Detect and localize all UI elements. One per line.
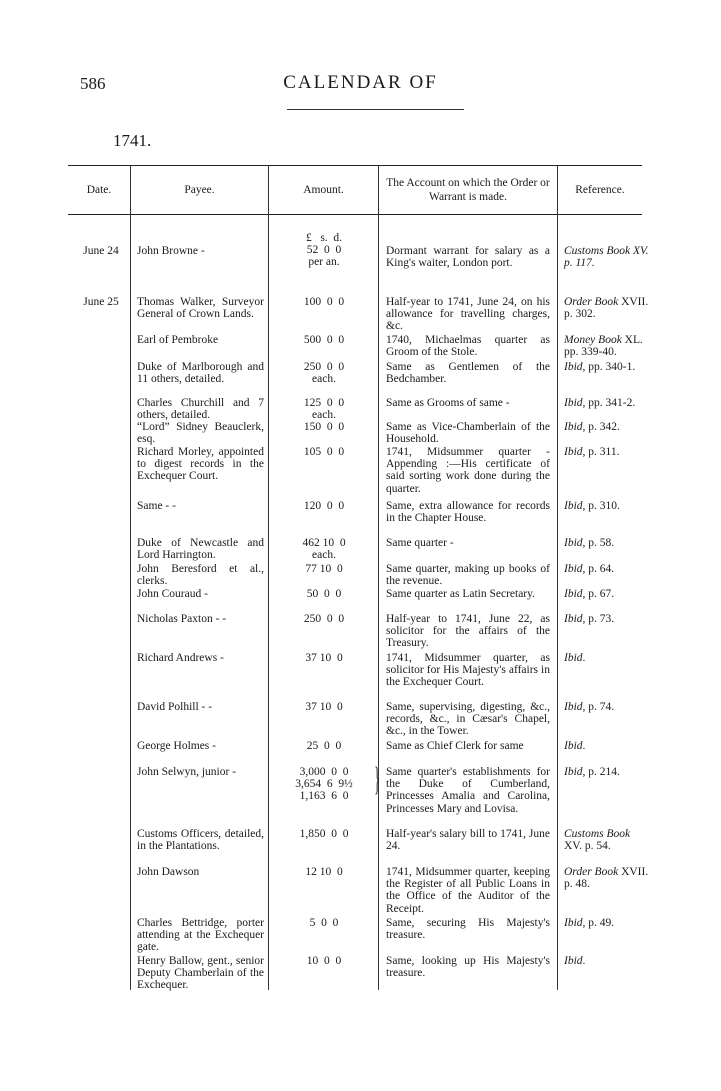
- payee-cell: Duke of Marlborough and 11 others, detailed.: [137, 361, 264, 386]
- account-cell: Same quarter's establishments for the Duke of Cumberland, Princesses Amalia and Carolina, Princesses Mary and Lovisa.: [386, 766, 550, 815]
- account-cell: Same, supervising, digesting, &c., records, &c., in Cæsar's Chapel, &c., in the Tower.: [386, 701, 550, 738]
- payee-cell: Charles Bettridge, porter attending at the Exchequer gate.: [137, 917, 264, 954]
- running-title: CALENDAR OF: [283, 72, 438, 93]
- title-rule: [287, 109, 464, 110]
- account-cell: Same as Grooms of same -: [386, 397, 510, 409]
- reference-cell: Ibid, p. 311.: [564, 446, 620, 458]
- account-cell: Same, securing His Majesty's treasure.: [386, 917, 550, 942]
- date-cell: June 25: [83, 296, 119, 308]
- amount-cell: 250 0 0: [303, 613, 345, 625]
- payee-cell: Thomas Walker, Surveyor General of Crown Lands.: [137, 296, 264, 321]
- reference-cell: Order Book XVII. p. 302.: [564, 296, 649, 321]
- account-cell: 1741, Midsummer quarter - Appending :—His certificate of said sorting work done during the quarter.: [386, 446, 550, 495]
- year-heading: 1741.: [113, 131, 152, 150]
- account-cell: Same as Vice-Chamberlain of the Household.: [386, 421, 550, 446]
- reference-cell: Ibid, pp. 341-2.: [564, 397, 636, 409]
- account-cell: Same as Gentlemen of the Bedchamber.: [386, 361, 550, 386]
- payee-cell: John Couraud -: [137, 588, 208, 600]
- amount-cell: 120 0 0: [303, 500, 345, 512]
- amount-cell: 37 10 0: [305, 652, 343, 664]
- payee-cell: John Dawson: [137, 866, 200, 878]
- header-reference: Reference.: [575, 184, 625, 196]
- amount-cell: 105 0 0: [303, 446, 345, 458]
- reference-cell: Ibid.: [564, 740, 586, 752]
- account-cell: Same quarter as Latin Secretary.: [386, 588, 536, 600]
- reference-cell: Customs Book XV. p. 117.: [564, 245, 649, 270]
- reference-cell: Ibid, p. 214.: [564, 766, 620, 778]
- reference-cell: Ibid, p. 73.: [564, 613, 615, 625]
- account-cell: Dormant warrant for salary as a King's waiter, London port.: [386, 245, 550, 270]
- account-cell: Same as Chief Clerk for same: [386, 740, 524, 752]
- column-divider: [557, 165, 558, 990]
- reference-cell: Ibid, p. 64.: [564, 563, 615, 575]
- amount-cell: 1,850 0 0: [299, 828, 349, 840]
- reference-cell: Ibid, p. 58.: [564, 537, 615, 549]
- reference-cell: Ibid, p. 67.: [564, 588, 615, 600]
- header-date: Date.: [86, 184, 112, 196]
- amount-cell: 37 10 0: [305, 701, 343, 713]
- amount-cell: 125 0 0 each.: [303, 397, 345, 422]
- amount-cell: 25 0 0: [306, 740, 342, 752]
- payee-cell: Charles Churchill and 7 others, detailed.: [137, 397, 264, 422]
- payee-cell: “Lord” Sidney Beauclerk, esq.: [137, 421, 264, 446]
- account-cell: Same quarter, making up books of the revenue.: [386, 563, 550, 588]
- account-cell: Half-year's salary bill to 1741, June 24.: [386, 828, 550, 853]
- amount-cell: 12 10 0: [305, 866, 343, 878]
- payee-cell: George Holmes -: [137, 740, 216, 752]
- brace-glyph: }: [374, 761, 381, 798]
- reference-cell: Ibid, p. 310.: [564, 500, 620, 512]
- payee-cell: Customs Officers, detailed, in the Plantations.: [137, 828, 264, 853]
- payee-cell: Richard Andrews -: [137, 652, 224, 664]
- account-cell: Same, extra allowance for records in the Chapter House.: [386, 500, 550, 525]
- amount-cell: 77 10 0: [305, 563, 343, 575]
- reference-cell: Ibid, p. 74.: [564, 701, 615, 713]
- amount-cell: 100 0 0: [303, 296, 345, 308]
- header-amount: Amount.: [303, 184, 344, 196]
- payee-cell: Richard Morley, appointed to digest records in the Exchequer Court.: [137, 446, 264, 483]
- payee-cell: David Polhill - -: [137, 701, 213, 713]
- account-cell: 1740, Michaelmas quarter as Groom of the Stole.: [386, 334, 550, 359]
- amount-cell: 500 0 0: [303, 334, 345, 346]
- reference-cell: Ibid, p. 342.: [564, 421, 620, 433]
- page-number: 586: [80, 74, 106, 93]
- payee-cell: Earl of Pembroke: [137, 334, 219, 346]
- amount-cell: 462 10 0 each.: [302, 537, 346, 562]
- amount-cell: 10 0 0: [306, 955, 342, 967]
- payee-cell: Nicholas Paxton - -: [137, 613, 227, 625]
- amount-cell: 3,000 0 0 3,654 6 9½ 1,163 6 0: [295, 766, 353, 803]
- account-cell: 1741, Midsummer quarter, as solicitor for His Majesty's affairs in the Exchequer Court.: [386, 652, 550, 689]
- payee-cell: Henry Ballow, gent., senior Deputy Chamberlain of the Exchequer.: [137, 955, 264, 992]
- account-cell: Half-year to 1741, June 22, as solicitor for the affairs of the Treasury.: [386, 613, 550, 650]
- account-cell: Half-year to 1741, June 24, on his allowance for travelling charges, &c.: [386, 296, 550, 333]
- reference-cell: Money Book XL. pp. 339-40.: [564, 334, 643, 359]
- payee-cell: John Browne -: [137, 245, 205, 257]
- header-payee: Payee.: [184, 184, 215, 196]
- amount-cell: 150 0 0: [303, 421, 345, 433]
- amount-cell: 50 0 0: [306, 588, 342, 600]
- account-cell: Same, looking up His Majesty's treasure.: [386, 955, 550, 980]
- column-divider: [130, 165, 131, 990]
- payee-cell: Same - -: [137, 500, 176, 512]
- amount-cell: 250 0 0 each.: [303, 361, 345, 386]
- reference-cell: Ibid.: [564, 652, 586, 664]
- amount-cell: 5 0 0: [309, 917, 339, 929]
- payee-cell: Duke of Newcastle and Lord Harrington.: [137, 537, 264, 562]
- account-cell: 1741, Midsummer quarter, keeping the Register of all Public Loans in the Office of the Auditor of the Receipt.: [386, 866, 550, 915]
- reference-cell: Ibid.: [564, 955, 586, 967]
- date-cell: June 24: [83, 245, 119, 257]
- payee-cell: John Beresford et al., clerks.: [137, 563, 264, 588]
- reference-cell: Order Book XVII. p. 48.: [564, 866, 649, 891]
- reference-cell: Ibid, pp. 340-1.: [564, 361, 636, 373]
- payee-cell: John Selwyn, junior -: [137, 766, 237, 778]
- amount-cell: £ s. d. 52 0 0 per an.: [305, 232, 343, 269]
- column-divider: [268, 165, 269, 990]
- account-cell: Same quarter -: [386, 537, 454, 549]
- header-account: The Account on which the Order or Warrant is made.: [386, 177, 550, 203]
- reference-cell: Customs Book XV. p. 54.: [564, 828, 631, 853]
- column-divider: [378, 165, 379, 990]
- reference-cell: Ibid, p. 49.: [564, 917, 615, 929]
